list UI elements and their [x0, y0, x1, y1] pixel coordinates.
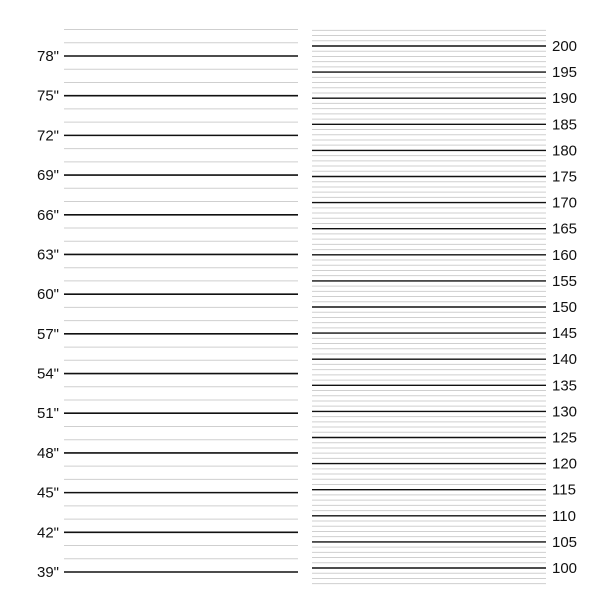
cm-label: 120: [552, 455, 578, 473]
cm-label: 185: [552, 116, 578, 134]
inch-label: 48": [36, 444, 59, 462]
cm-label: 140: [552, 351, 578, 369]
inch-label: 78": [36, 48, 59, 65]
cm-label: 110: [552, 507, 576, 525]
inch-label: 42": [36, 524, 59, 542]
cm-label: 175: [552, 168, 578, 186]
cm-label: 105: [552, 533, 578, 551]
cm-label: 200: [552, 38, 578, 55]
cm-label: 160: [552, 246, 578, 264]
cm-label: 130: [552, 403, 578, 421]
cm-label: 135: [552, 377, 578, 395]
cm-label: 170: [552, 194, 578, 212]
cm-label: 155: [552, 272, 578, 290]
inch-label: 60": [36, 286, 59, 304]
inch-label: 57": [36, 325, 59, 343]
cm-label: 150: [552, 299, 578, 316]
inch-label: 69": [36, 167, 59, 185]
inch-label: 66": [36, 206, 59, 224]
inch-label: 75": [36, 87, 59, 105]
cm-label: 125: [552, 429, 578, 447]
cm-scale: [312, 30, 577, 583]
inch-label: 51": [36, 405, 59, 423]
cm-label: 180: [552, 142, 578, 160]
cm-label: 190: [552, 90, 578, 108]
inch-scale: [37, 30, 298, 581]
cm-label: 165: [552, 220, 578, 238]
inch-label: 72": [36, 127, 59, 145]
inch-label: 54": [36, 365, 59, 383]
inch-label: 45": [36, 484, 59, 502]
inch-label: 39": [36, 564, 59, 581]
inch-label: 63": [36, 246, 59, 264]
cm-label: 145: [552, 325, 578, 343]
cm-label: 100: [552, 560, 578, 577]
cm-label: 115: [552, 481, 576, 499]
cm-label: 195: [552, 64, 578, 82]
